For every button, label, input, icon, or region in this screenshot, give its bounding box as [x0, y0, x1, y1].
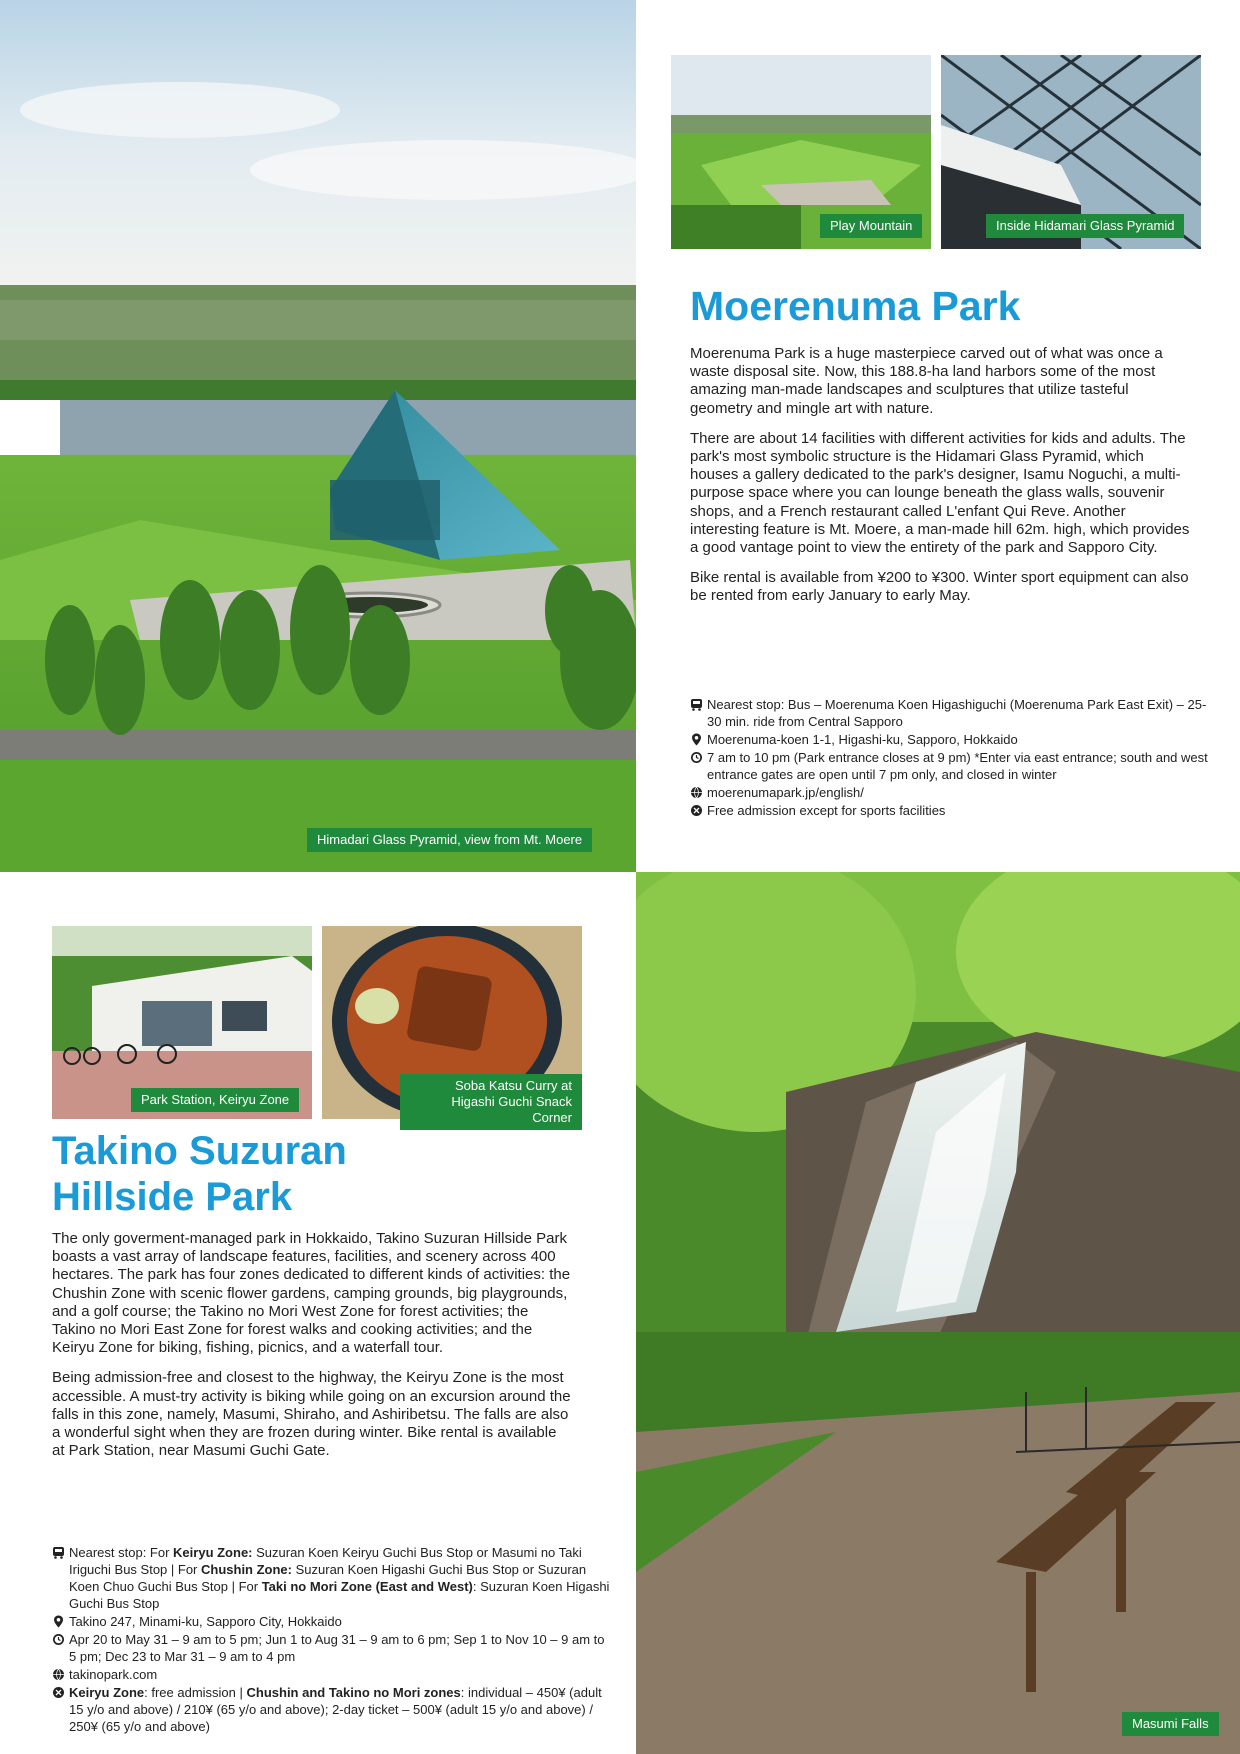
caption-play-mountain: Play Mountain	[820, 214, 922, 238]
info-web	[52, 1666, 612, 1683]
moerenuma-paragraph: Bike rental is available from ¥200 to ¥300. Winter sport equipment can also be rented from early January to early May.	[690, 569, 1189, 605]
info-bus	[690, 696, 1220, 730]
takino-title-line: Takino Suzuran	[52, 1129, 347, 1173]
moerenuma-title: Moerenuma Park	[690, 283, 1021, 329]
takino-title-line: Hillside Park	[52, 1175, 293, 1219]
takino-bus-text: Nearest stop: For Keiryu Zone: Suzuran Koen Keiryu Guchi Bus Stop or Masumi no Taki Iriguchi Bus Stop | For Chushin Zone: Suzuran Koen Higashi Guchi Bus Stop or Suzuran Koen Chuo Guchi Bus Stop | For Taki no Mori Zone (East and West): Suzuran Koen Higashi Guchi Bus Stop	[69, 1545, 610, 1611]
caption-pyramid-inside: Inside Hidamari Glass Pyramid	[986, 214, 1184, 238]
ticket-icon	[52, 1686, 65, 1699]
moerenuma-address-text: Moerenuma-koen 1-1, Higashi-ku, Sapporo, Hokkaido	[707, 732, 1018, 747]
takino-fee-text: Keiryu Zone: free admission | Chushin and Takino no Mori zones: individual – 450¥ (adult 15 y/o and above) / 210¥ (65 y/o and above); 2-day ticket – 500¥ (adult 15 y/o and above) / 250¥ (65 y/o and above)	[69, 1685, 602, 1734]
location-pin-icon	[52, 1615, 65, 1628]
moerenuma-info	[690, 696, 1220, 820]
takino-hours-text: Apr 20 to May 31 – 9 am to 5 pm; Jun 1 to Aug 31 – 9 am to 6 pm; Sep 1 to Nov 10 – 9 am to 5 pm; Dec 23 to Mar 31 – 9 am to 4 pm	[69, 1632, 605, 1664]
globe-icon	[690, 786, 703, 799]
caption-masumi-falls: Masumi Falls	[1122, 1712, 1219, 1736]
moerenuma-fee-text: Free admission except for sports facilities	[707, 803, 946, 818]
moerenuma-hours-text: 7 am to 10 pm (Park entrance closes at 9 pm) *Enter via east entrance; south and west entrance gates are open until 7 pm only, and closed in winter	[707, 750, 1208, 782]
takino-web-link[interactable]: takinopark.com	[69, 1667, 158, 1682]
takino-address-text: Takino 247, Minami-ku, Sapporo City, Hokkaido	[69, 1614, 342, 1629]
info-address	[52, 1613, 612, 1630]
caption-park-station: Park Station, Keiryu Zone	[131, 1088, 299, 1112]
globe-icon	[52, 1668, 65, 1681]
moerenuma-bus-text: Nearest stop: Bus – Moerenuma Koen Higashiguchi (Moerenuma Park East Exit) – 25-30 min. ride from Central Sapporo	[707, 697, 1207, 729]
takino-info	[52, 1544, 612, 1736]
takino-body	[52, 1230, 572, 1472]
clock-icon	[690, 751, 703, 764]
info-fee	[690, 802, 1220, 819]
info-hours	[52, 1631, 612, 1665]
clock-icon	[52, 1633, 65, 1646]
info-address	[690, 731, 1220, 748]
bus-icon	[690, 698, 703, 711]
caption-pyramid-view: Himadari Glass Pyramid, view from Mt. Moere	[307, 828, 592, 852]
moerenuma-paragraph: There are about 14 facilities with different activities for kids and adults. The park's most symbolic structure is the Hidamari Glass Pyramid, which houses a gallery dedicated to the park's designer, Isamu Noguchi, a multi-purpose space where you can lounge beneath the glass walls, souvenir shops, and a French restaurant called L'enfant Qui Reve. Another interesting feature is Mt. Moere, a man-made hill 62m. high, which provides a good vantage point to view the entirety of the park and Sapporo City.	[690, 429, 1190, 557]
ticket-icon	[690, 804, 703, 817]
location-pin-icon	[690, 733, 703, 746]
caption-curry: Soba Katsu Curry at Higashi Guchi Snack Corner	[400, 1074, 582, 1130]
info-bus	[52, 1544, 612, 1612]
takino-title	[52, 1128, 347, 1220]
info-hours	[690, 749, 1220, 783]
moerenuma-paragraph: Moerenuma Park is a huge masterpiece carved out of what was once a waste disposal site. Now, this 188.8-ha land harbors some of the most amazing man-made landscapes and sculptures that utilize tasteful geometry and mingle art with nature.	[690, 345, 1163, 417]
takino-paragraph: Being admission-free and closest to the highway, the Keiryu Zone is the most accessible. A must-try activity is biking while going on an excursion around the falls in this zone, namely, Masumi, Shiraho, and Ashiribetsu. The falls are also a wonderful sight when they are frozen during winter. Bike rental is available at Park Station, near Masumi Guchi Gate.	[52, 1369, 571, 1460]
moerenuma-web-link[interactable]: moerenumapark.jp/english/	[707, 785, 864, 800]
moerenuma-main-photo	[0, 0, 636, 872]
moerenuma-body	[690, 345, 1190, 618]
bus-icon	[52, 1546, 65, 1559]
info-web	[690, 784, 1220, 801]
info-fee	[52, 1684, 612, 1735]
masumi-falls-photo	[636, 872, 1240, 1754]
takino-paragraph: The only goverment-managed park in Hokkaido, Takino Suzuran Hillside Park boasts a vast array of landscape features, facilities, and scenery across 400 hectares. The park has four zones dedicated to different kinds of activities: the Chushin Zone with scenic flower gardens, camping grounds, big playgrounds, and a golf course; the Takino no Mori West Zone for forest activities; the Takino no Mori East Zone for forest walks and cooking activities; and the Keiryu Zone for biking, fishing, picnics, and a waterfall tour.	[52, 1230, 571, 1357]
